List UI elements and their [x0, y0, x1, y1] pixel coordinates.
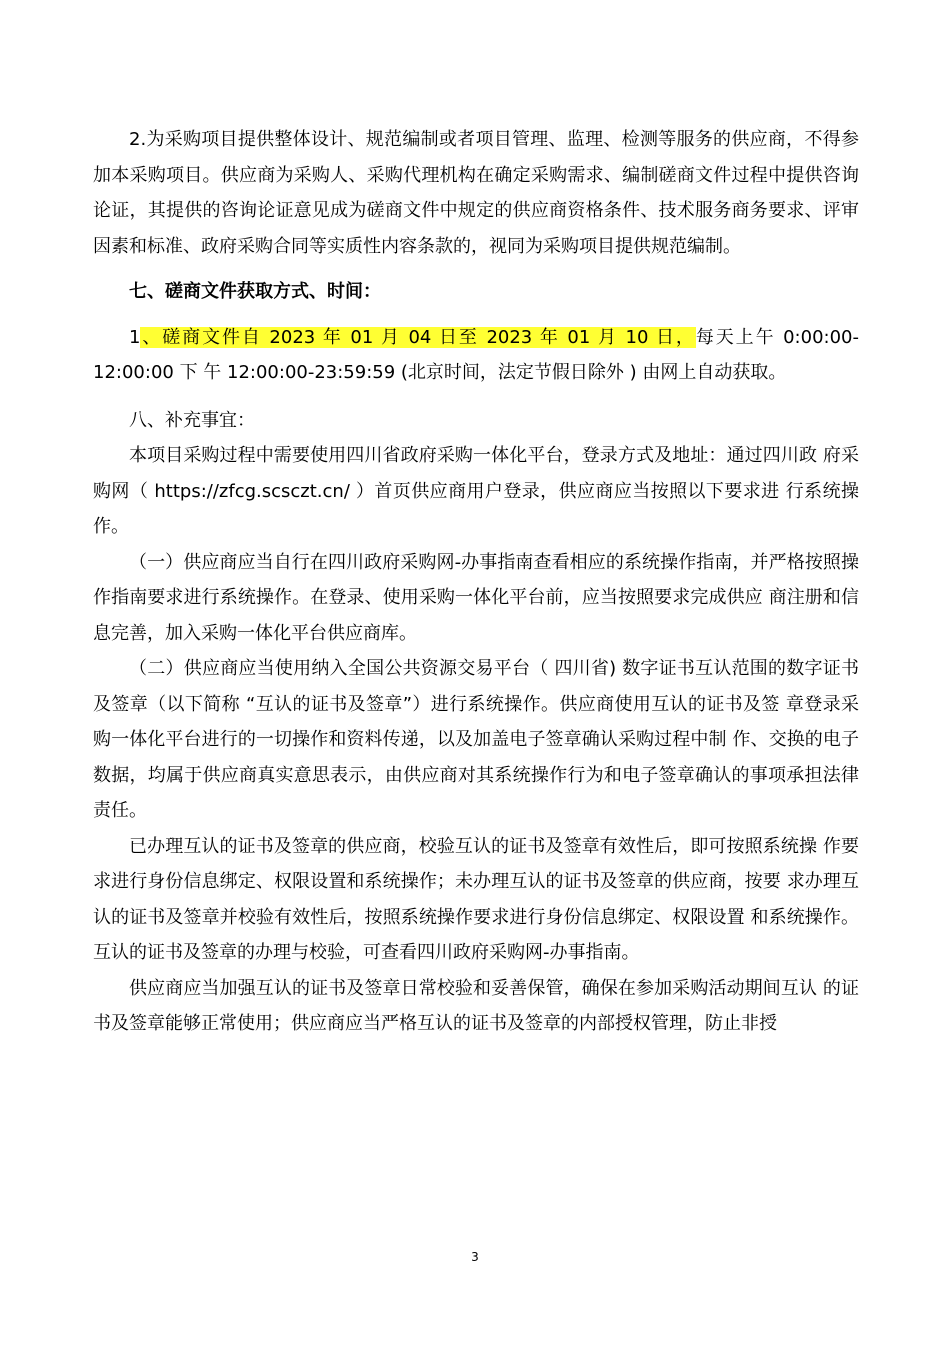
paragraph-certificate-management: 供应商应当加强互认的证书及签章日常校验和妥善保管，确保在参加采购活动期间互认 的证书及签章能够正常使用；供应商应当严格互认的证书及签章的内部授权管理，防止非授 [93, 977, 859, 1034]
section-7-heading: 七、磋商文件获取方式、时间： [129, 281, 381, 302]
paragraph-operation-guide: （一）供应商应当自行在四川政府采购网-办事指南查看相应的系统操作指南，并严格按照操作指南要求进行系统操作。在登录、使用采购一体化平台前，应当按照要求完成供应 商注册和信息完善，加入采购一体化平台供应商库。 [93, 551, 859, 644]
page-number: 3 [471, 1250, 479, 1264]
paragraph-certificate-binding: 已办理互认的证书及签章的供应商，校验互认的证书及签章有效性后，即可按照系统操 作要求进行身份信息绑定、权限设置和系统操作；未办理互认的证书及签章的供应商，按要 求办理互认的证书及签章并校验有效性后，按照系统操作要求进行身份信息绑定、权限设置 和系统操作。互认的证书及签章的办理与校验，可查看四川政府采购网-办事指南。 [93, 835, 859, 963]
paragraph-digital-certificate: （二）供应商应当使用纳入全国公共资源交易平台（ 四川省) 数字证书互认范围的数字证书及签章（以下简称 “互认的证书及签章”）进行系统操作。供应商使用互认的证书及签 章登录采购一体化平台进行的一切操作和资料传递，以及加盖电子签章确认采购过程中制 作、交换的电子数据，均属于供应商真实意思表示，由供应商对其系统操作行为和电子签章确认的事项承担法律责任。 [93, 658, 859, 821]
paragraph-acquisition-time [93, 320, 859, 391]
item-number: 1 [129, 326, 141, 348]
acquisition-hours: 每天上午 0:00:00-12:00:00 下 午 12:00:00-23:59:59 (北京时间，法定节假日除外 ) 由网上自动获取。 [93, 326, 859, 383]
highlighted-date-range: 、磋商文件自 2023 年 01 月 04 日至 2023 年 01 月 10 日， [140, 326, 696, 348]
section-8-heading: 八、补充事宜： [129, 409, 255, 431]
paragraph-platform-login: 本项目采购过程中需要使用四川省政府采购一体化平台，登录方式及地址：通过四川政 府采购网（ https://zfcg.scsczt.cn/ ）首页供应商用户登录，供应商应当按照以下要求进 行系统操作。 [93, 445, 859, 537]
document-body [93, 122, 859, 1042]
paragraph-item-2: 2.为采购项目提供整体设计、规范编制或者项目管理、监理、检测等服务的供应商，不得参加本采购项目。供应商为采购人、采购代理机构在确定采购需求、编制磋商文件过程中提供咨询论证，其提供的咨询论证意见成为磋商文件中规定的供应商资格条件、技术服务商务要求、评审因素和标准、政府采购合同等实质性内容条款的，视同为采购项目提供规范编制。 [93, 129, 859, 257]
